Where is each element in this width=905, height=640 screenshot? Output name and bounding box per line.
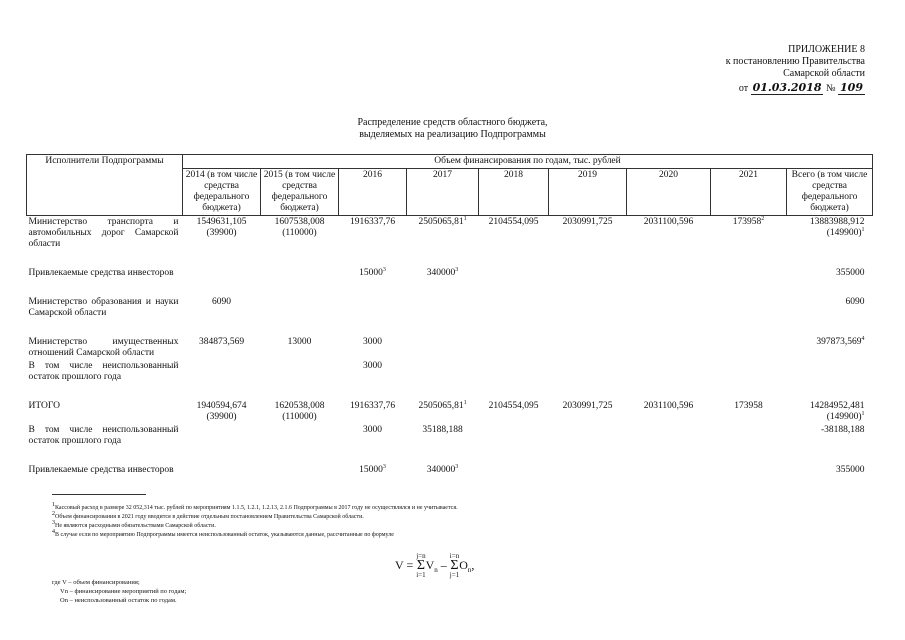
table-cell bbox=[183, 360, 261, 384]
cell-value: 1940594,674 (39900) bbox=[196, 401, 247, 422]
table-cell bbox=[261, 424, 339, 448]
cell-value: 13000 bbox=[287, 337, 312, 347]
table-cell bbox=[183, 216, 261, 252]
formula-term-2: O bbox=[459, 557, 468, 572]
row-spacer bbox=[27, 251, 873, 267]
table-cell bbox=[711, 424, 787, 448]
cell-footnote-mark: 3 bbox=[455, 266, 459, 273]
cell-value: 3000 bbox=[363, 425, 382, 435]
table-cell bbox=[627, 464, 711, 477]
table-cell bbox=[183, 400, 261, 424]
table-cell bbox=[183, 464, 261, 477]
cell-value: 1549631,105 (39900) bbox=[196, 217, 247, 238]
row-label: Привлекаемые средства инвесторов bbox=[28, 268, 174, 278]
appendix-header bbox=[665, 44, 865, 95]
number-prefix: № bbox=[825, 83, 836, 94]
table-cell bbox=[339, 336, 407, 360]
cell-value: 2104554,095 bbox=[488, 401, 539, 411]
table-row bbox=[27, 216, 873, 252]
cell-value: 6090 bbox=[212, 297, 231, 307]
row-label: В том числе неиспользованный остаток прошлого года bbox=[28, 361, 179, 382]
table-cell bbox=[339, 464, 407, 477]
cell-value: 2031100,596 bbox=[643, 401, 694, 411]
footnote-1: $^1$Кассовый расход в размере 32 052,314 тыс. рублей по мероприятиям 1.1.5, 1.2.1, 1.2.13, 2.1.6 Подпрограммы в 2017 году не осуществлялся и не учитывается. bbox=[52, 502, 458, 511]
cell-value: 13883988,912 (149900) bbox=[809, 217, 865, 238]
cell-value: 1607538,008 (110000) bbox=[274, 217, 325, 238]
cell-value: 340000 bbox=[426, 268, 456, 278]
cell-footnote-mark: 1 bbox=[861, 410, 865, 417]
footnotes bbox=[52, 504, 752, 540]
sum-symbol-1: j=n Σ i=1 bbox=[416, 552, 426, 579]
formula-minus: – bbox=[440, 557, 447, 572]
table-cell bbox=[711, 400, 787, 424]
table-cell bbox=[407, 336, 479, 360]
table-cell bbox=[339, 424, 407, 448]
table-cell bbox=[407, 267, 479, 280]
table-cell bbox=[627, 400, 711, 424]
cell-value: 2030991,725 bbox=[562, 217, 613, 227]
header-executors: Исполнители Подпрограммы bbox=[27, 155, 183, 216]
handwritten-date: 01.03.2018 bbox=[752, 81, 822, 94]
row-spacer bbox=[27, 384, 873, 400]
table-cell bbox=[407, 400, 479, 424]
table-cell bbox=[261, 360, 339, 384]
table-cell bbox=[479, 400, 549, 424]
appendix-region: Самарской области bbox=[783, 68, 865, 79]
cell-value: 15000 bbox=[359, 268, 383, 278]
cell-value: -38188,188 bbox=[821, 425, 865, 435]
table-cell bbox=[479, 464, 549, 477]
formula: V = j=n Σ i=1 $V_n$ – i=n Σ j=1 $O_n$, bbox=[395, 552, 475, 579]
table-row bbox=[27, 296, 873, 320]
table-cell bbox=[183, 424, 261, 448]
table-cell bbox=[339, 216, 407, 252]
cell-value: 2030991,725 bbox=[562, 401, 613, 411]
table-cell bbox=[549, 267, 627, 280]
row-label: Министерство транспорта и автомобильных дорог Самарской области bbox=[28, 217, 179, 249]
table-cell bbox=[787, 216, 873, 252]
table-cell bbox=[261, 400, 339, 424]
table-cell bbox=[787, 464, 873, 477]
handwritten-number: 109 bbox=[840, 81, 863, 94]
footnote-2: $^2$Объем финансирования в 2021 году вводится в действие отдельным постановлением Правительства Самарской области. bbox=[52, 511, 364, 520]
table-cell bbox=[407, 216, 479, 252]
cell-value: 15000 bbox=[359, 465, 383, 475]
table-cell bbox=[183, 296, 261, 320]
table-cell bbox=[711, 216, 787, 252]
table-cell bbox=[787, 336, 873, 360]
definition-vn: Vn – финансирование мероприятий по годам; bbox=[60, 588, 187, 595]
cell-value: 1916337,76 bbox=[349, 217, 396, 227]
cell-value: 3000 bbox=[363, 361, 382, 371]
table-cell bbox=[549, 360, 627, 384]
table-cell bbox=[711, 267, 787, 280]
table-row bbox=[27, 267, 873, 280]
budget-table-body bbox=[27, 216, 873, 478]
cell-value: 397873,569 bbox=[816, 337, 862, 347]
table-cell bbox=[549, 400, 627, 424]
table-cell bbox=[549, 336, 627, 360]
header-total: Всего (в том числе средства федерального бюджета) bbox=[787, 169, 873, 216]
table-row bbox=[27, 360, 873, 384]
row-label: Министерство образования и науки Самарской области bbox=[28, 297, 179, 318]
table-cell bbox=[711, 464, 787, 477]
table-cell bbox=[627, 296, 711, 320]
table-cell bbox=[549, 424, 627, 448]
table-cell bbox=[479, 296, 549, 320]
table-cell bbox=[261, 336, 339, 360]
table-cell bbox=[261, 216, 339, 252]
row-spacer bbox=[27, 448, 873, 464]
cell-value: 173958 bbox=[732, 217, 762, 227]
table-cell bbox=[479, 336, 549, 360]
table-cell bbox=[339, 400, 407, 424]
title-line-2: выделяемых на реализацию Подпрограммы bbox=[359, 129, 546, 140]
table-row bbox=[27, 400, 873, 424]
row-label: Министерство имущественных отношений Самарской области bbox=[28, 337, 179, 358]
cell-value: 1916337,76 bbox=[349, 401, 396, 411]
header-year-2021: 2021 bbox=[711, 169, 787, 216]
definition-v: где V – объем финансирования; bbox=[52, 579, 140, 586]
cell-value: 355000 bbox=[836, 465, 865, 475]
table-cell bbox=[627, 336, 711, 360]
table-cell bbox=[711, 296, 787, 320]
row-spacer bbox=[27, 320, 873, 336]
table-cell bbox=[787, 267, 873, 280]
table-cell bbox=[627, 360, 711, 384]
header-year-2014: 2014 (в том числе средства федерального бюджета) bbox=[183, 169, 261, 216]
footnote-3: $^3$Не являются расходными обязательствами Самарской области. bbox=[52, 520, 216, 529]
cell-footnote-mark: 1 bbox=[861, 226, 865, 233]
table-cell bbox=[339, 360, 407, 384]
cell-footnote-mark: 2 bbox=[761, 215, 765, 222]
cell-value: 6090 bbox=[845, 297, 865, 307]
header-year-2018: 2018 bbox=[479, 169, 549, 216]
footnote-divider bbox=[52, 494, 146, 495]
table-cell bbox=[407, 296, 479, 320]
table-cell bbox=[261, 267, 339, 280]
cell-value: 1620538,008 (110000) bbox=[274, 401, 325, 422]
cell-footnote-mark: 1 bbox=[463, 215, 467, 222]
table-cell bbox=[339, 296, 407, 320]
appendix-title: ПРИЛОЖЕНИЕ 8 bbox=[788, 44, 865, 55]
cell-footnote-mark: 4 bbox=[861, 335, 865, 342]
table-cell bbox=[549, 464, 627, 477]
cell-value: 384873,569 bbox=[198, 337, 245, 347]
cell-value: 173958 bbox=[734, 401, 763, 411]
table-cell bbox=[261, 296, 339, 320]
table-cell bbox=[787, 424, 873, 448]
formula-term-1: V bbox=[425, 557, 435, 572]
document-title bbox=[0, 117, 905, 141]
header-year-2017: 2017 bbox=[407, 169, 479, 216]
table-cell bbox=[627, 216, 711, 252]
cell-value: 355000 bbox=[836, 268, 865, 278]
cell-value: 340000 bbox=[426, 465, 456, 475]
table-cell bbox=[787, 400, 873, 424]
row-label: В том числе неиспользованный остаток прошлого года bbox=[28, 425, 179, 446]
cell-value: 2031100,596 bbox=[643, 217, 694, 227]
table-cell bbox=[479, 424, 549, 448]
table-row bbox=[27, 424, 873, 448]
row-label: ИТОГО bbox=[28, 401, 61, 411]
appendix-date-line bbox=[665, 82, 865, 95]
table-cell bbox=[183, 336, 261, 360]
table-cell bbox=[407, 360, 479, 384]
cell-footnote-mark: 3 bbox=[382, 266, 386, 273]
table-cell bbox=[261, 464, 339, 477]
budget-table bbox=[26, 154, 873, 477]
table-cell bbox=[549, 296, 627, 320]
table-cell bbox=[407, 464, 479, 477]
cell-value: 2104554,095 bbox=[488, 217, 539, 227]
table-cell bbox=[549, 216, 627, 252]
table-cell bbox=[479, 360, 549, 384]
table-cell bbox=[711, 336, 787, 360]
table-row bbox=[27, 336, 873, 360]
cell-footnote-mark: 1 bbox=[463, 399, 467, 406]
cell-value: 14284952,481 (149900) bbox=[809, 401, 865, 422]
table-cell bbox=[787, 360, 873, 384]
date-prefix: от bbox=[738, 83, 749, 94]
appendix-ref: к постановлению Правительства bbox=[725, 56, 865, 67]
table-cell bbox=[407, 424, 479, 448]
table-row bbox=[27, 464, 873, 477]
footnote-4: $^4$В случае если по мероприятию Подпрограммы имеется неиспользованный остаток, указываются данные, рассчитанные по формуле bbox=[52, 529, 394, 538]
table-cell bbox=[183, 267, 261, 280]
title-line-1: Распределение средств областного бюджета, bbox=[357, 117, 548, 128]
sum-symbol-2: i=n Σ j=1 bbox=[449, 552, 460, 579]
header-funding: Объем финансирования по годам, тыс. рублей bbox=[183, 155, 873, 169]
cell-value: 2505065,81 bbox=[418, 217, 464, 227]
definition-on: On – неиспользованный остаток по годам. bbox=[60, 597, 177, 604]
table-cell bbox=[627, 424, 711, 448]
table-cell bbox=[339, 267, 407, 280]
header-year-2015: 2015 (в том числе средства федерального бюджета) bbox=[261, 169, 339, 216]
header-year-2020: 2020 bbox=[627, 169, 711, 216]
header-year-2019: 2019 bbox=[549, 169, 627, 216]
row-spacer bbox=[27, 280, 873, 296]
row-label: Привлекаемые средства инвесторов bbox=[28, 465, 174, 475]
table-cell bbox=[787, 296, 873, 320]
header-year-2016: 2016 bbox=[339, 169, 407, 216]
cell-value: 3000 bbox=[363, 337, 382, 347]
table-cell bbox=[479, 267, 549, 280]
table-cell bbox=[627, 267, 711, 280]
cell-footnote-mark: 3 bbox=[455, 463, 459, 470]
cell-footnote-mark: 3 bbox=[382, 463, 386, 470]
formula-lhs: V = bbox=[395, 557, 414, 572]
cell-value: 35188,188 bbox=[422, 425, 463, 435]
formula-definitions bbox=[52, 578, 452, 605]
table-cell bbox=[479, 216, 549, 252]
cell-value: 2505065,81 bbox=[418, 401, 464, 411]
table-cell bbox=[711, 360, 787, 384]
